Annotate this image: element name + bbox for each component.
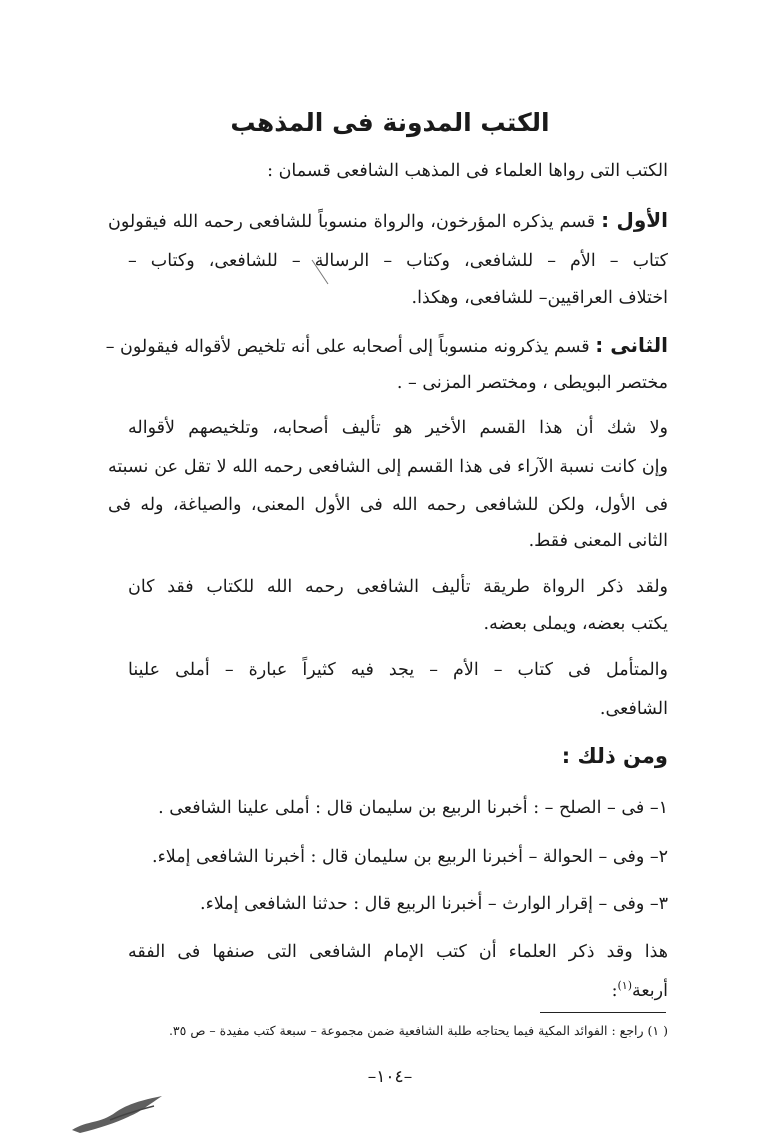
intro-line: الكتب التى رواها العلماء فى المذهب الشافعى قسمان :: [267, 161, 668, 181]
para5-line-1: والمتأمل فى كتاب – الأم – يجد فيه كثيراً عبارة – أملى علينا: [128, 660, 668, 680]
para4-line-1: ولقد ذكر الرواة طريقة تأليف الشافعى رحمه الله للكتاب فقد كان: [128, 577, 668, 597]
para3-line-3: فى الأول، ولكن للشافعى رحمه الله فى الأول المعنى، والصياغة، وله فى: [108, 495, 668, 515]
first-section-line-2: كتاب – الأم – للشافعى، وكتاب – الرسالة – للشافعى، وكتاب –: [128, 251, 668, 271]
stray-pencil-mark: [310, 258, 332, 288]
para3-line-4: الثانى المعنى فقط.: [528, 531, 668, 551]
para3-line-2: وإن كانت نسبة الآراء فى هذا القسم إلى الشافعى رحمه الله لا تقل عن نسبته: [108, 457, 668, 477]
para6-word: أربعة: [631, 980, 668, 1001]
footnote: ( ١) راجع : الفوائد المكية فيما يحتاجه طلبة الشافعية ضمن مجموعة – سبعة كتب مفيدة – ص ٣٥.: [168, 1023, 668, 1038]
second-section-line-1: [105, 333, 668, 358]
page-number: –١٠٤–: [367, 1067, 413, 1087]
para6-line-1: هذا وقد ذكر العلماء أن كتب الإمام الشافعى التى صنفها فى الفقه: [128, 942, 668, 962]
para5-line-2: الشافعى.: [599, 699, 668, 719]
second-section-lead: الثانى :: [595, 333, 668, 357]
examples-heading: ومن ذلك :: [561, 744, 668, 768]
second-section-line-2: مختصر البويطى ، ومختصر المزنى – .: [396, 373, 668, 393]
first-section-line-3: اختلاف العراقيين– للشافعى، وهكذا.: [411, 288, 668, 308]
scan-smudge-mark: [70, 1090, 180, 1135]
first-section-text: قسم يذكره المؤرخون، والرواة منسوباً للشافعى رحمه الله فيقولون: [108, 212, 596, 232]
first-section-lead: الأول :: [601, 208, 668, 232]
footnote-rule: [540, 1012, 666, 1013]
first-section-line-1: [108, 209, 668, 233]
example-item-3: ٣– وفى – إقرار الوارث – أخبرنا الربيع قال : حدثنا الشافعى إملاء.: [200, 894, 668, 914]
para6-line-2: [108, 975, 668, 1002]
footnote-reference: (١): [617, 979, 632, 992]
page-title: الكتب المدونة فى المذهب: [230, 108, 550, 137]
example-item-2: ٢– وفى – الحوالة – أخبرنا الربيع بن سليمان قال : أخبرنا الشافعى إملاء.: [152, 847, 668, 867]
para4-line-2: يكتب بعضه، ويملى بعضه.: [483, 614, 668, 634]
example-item-1: ١– فى – الصلح – : أخبرنا الربيع بن سليمان قال : أملى علينا الشافعى .: [158, 798, 668, 818]
para6-line-end: :: [611, 980, 618, 1001]
para3-line-1: ولا شك أن هذا القسم الأخير هو تأليف أصحابه، وتلخيصهم لأقواله: [128, 418, 668, 438]
second-section-text: قسم يذكرونه منسوباً إلى أصحابه على أنه تلخيص لأقواله فيقولون –: [105, 337, 590, 357]
